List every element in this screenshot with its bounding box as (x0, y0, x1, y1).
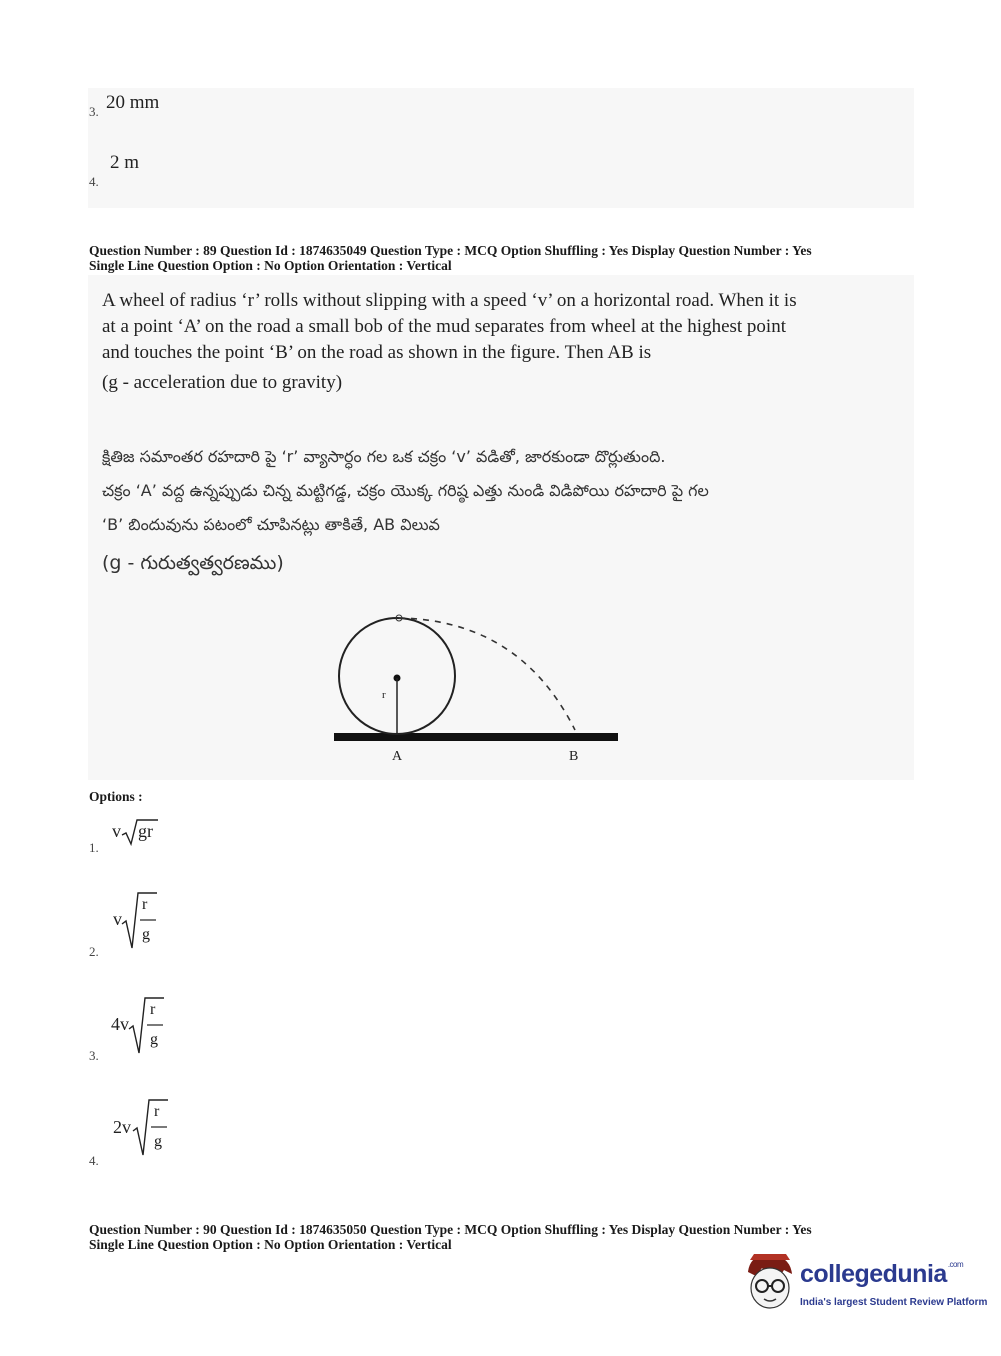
point-a-label: A (392, 749, 403, 764)
question-90-meta-line1: Question Number : 90 Question Id : 1874635050 Question Type : MCQ Option Shuffling : Yes Display Question Number : Yes (89, 1222, 812, 1237)
prev-option-4-number: 4. (89, 174, 99, 189)
option-4-denominator: g (154, 1133, 162, 1150)
question-en-line: A wheel of radius ‘r’ rolls without slipping with a speed ‘v’ on a horizontal road. When it is (102, 290, 797, 311)
question-en-gravity-note: (g - acceleration due to gravity) (102, 372, 343, 393)
option-4-number: 4. (89, 1153, 99, 1168)
question-90-meta (89, 1222, 812, 1252)
question-90-meta-line2: Single Line Question Option : No Option Orientation : Vertical (89, 1237, 452, 1252)
option-3-denominator: g (150, 1031, 158, 1048)
prev-option-3-value: 20 mm (106, 92, 160, 113)
option-4-numerator: r (154, 1103, 160, 1120)
question-en-line: at a point ‘A’ on the road a small bob of the mud separates from wheel at the highest point (102, 316, 786, 337)
radius-label: r (382, 689, 386, 701)
question-te-line: క్షితిజ సమాంతర రహదారి పై ‘r’ వ్యాసార్ధం గల ఒక చక్రం ‘v’ వడితో, జారకుండా దొర్లుతుంది. (102, 447, 666, 466)
option-4-sqrt-sign (131, 1097, 171, 1159)
option-2-coef: v (113, 909, 122, 929)
logo-wordmark (800, 1260, 963, 1289)
question-te-line: ‘B’ బిందువును పటంలో చూపినట్లు తాకితే, AB విలువ (102, 515, 440, 534)
option-2-number: 2. (89, 944, 99, 959)
question-89-meta (89, 243, 812, 273)
option-1-number: 1. (89, 840, 99, 855)
question-89-text-telugu (102, 440, 862, 580)
option-2-numerator: r (142, 896, 148, 913)
question-89-meta-line1: Question Number : 89 Question Id : 1874635049 Question Type : MCQ Option Shuffling : Yes Display Question Number : Yes (89, 243, 812, 258)
prev-option-4-value: 2 m (110, 152, 140, 173)
option-1-coef: v (112, 821, 121, 841)
option-2-sqrt-sign (120, 890, 160, 952)
options-label: Options : (89, 789, 143, 804)
wheel-figure (320, 600, 640, 775)
question-te-gravity-note: (g - గురుత్వత్వరణము) (102, 552, 284, 574)
point-b-label: B (569, 749, 579, 764)
mud-trajectory (399, 618, 575, 730)
question-89-meta-line2: Single Line Question Option : No Option Orientation : Vertical (89, 258, 452, 273)
mascot-icon (740, 1250, 798, 1312)
option-3-number: 3. (89, 1048, 99, 1063)
collegedunia-logo (740, 1250, 988, 1320)
logo-name: collegedunia (800, 1260, 947, 1288)
option-1-radicand: gr (138, 821, 153, 841)
logo-tagline: India's largest Student Review Platform (800, 1297, 988, 1308)
road-line (334, 733, 618, 741)
logo-suffix: .com (947, 1260, 964, 1269)
question-en-line: and touches the point ‘B’ on the road as shown in the figure. Then AB is (102, 342, 652, 363)
question-te-line: చక్రం ‘A’ వద్ద ఉన్నప్పుడు చిన్న మట్టిగడ్డ, చక్రం యొక్క గరిష్ఠ ఎత్తు నుండి విడిపోయి రహదారి పై గల (102, 481, 709, 500)
option-3-numerator: r (150, 1001, 156, 1018)
option-3-sqrt-sign (127, 995, 167, 1057)
question-89-text-english (102, 288, 862, 396)
option-4-coef: 2v (113, 1117, 131, 1137)
option-2-denominator: g (142, 926, 150, 943)
prev-option-3-number: 3. (89, 104, 99, 119)
prev-options-block (88, 88, 914, 208)
option-3-coef: 4v (111, 1014, 129, 1034)
